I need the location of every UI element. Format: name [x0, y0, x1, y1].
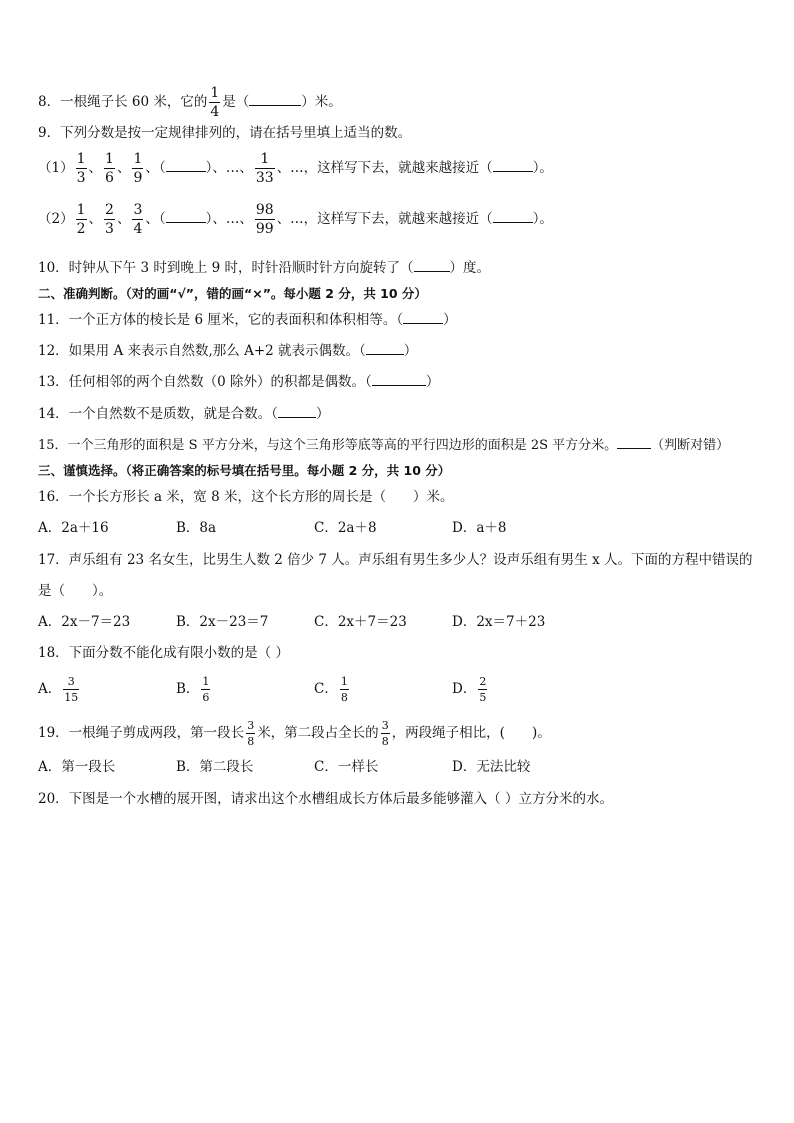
question-15: 15．一个三角形的面积是 S 平方分米，与这个三角形等底等高的平行四边形的面积是 2S 平方分米。 （判断对错） [38, 435, 774, 456]
question-9-part-1: （1） $\frac{1}{3}$ 、 $\frac{1}{6}$ 、 $\frac{1}{9}$ 、（ ）、…、 $\frac{1}{33}$ 、…，这样写下去，就越来越接近（ ）。 [38, 151, 553, 186]
q16-option-c[interactable]: C．2a＋8 [314, 520, 377, 536]
question-10: 10．时钟从下午 3 时到晚上 9 时，时针沿顺时针方向旋转了（ ）度。 [38, 260, 491, 276]
question-17-line-1: 17．声乐组有 23 名女生，比男生人数 2 倍少 7 人。声乐组有男生多少人？设声乐组有男生 x 人。下面的方程中错误的 [38, 552, 753, 568]
q19-option-d[interactable]: D．无法比较 [452, 759, 531, 775]
answer-blank[interactable] [493, 158, 533, 172]
question-16: 16．一个长方形长 a 米，宽 8 米，这个长方形的周长是（ ）米。 [38, 489, 454, 505]
answer-blank[interactable] [249, 92, 301, 106]
q16-option-b[interactable]: B．8a [176, 520, 217, 536]
q17-option-b[interactable]: B．2x－23＝7 [176, 614, 269, 630]
section-3-heading: 三、谨慎选择。（将正确答案的标号填在括号里。每小题 2 分，共 10 分） [38, 463, 451, 478]
question-11: 11．一个正方体的棱长是 6 厘米，它的表面积和体积相等。（ ） [38, 312, 457, 328]
question-12: 12．如果用 A 来表示自然数,那么 A+2 就表示偶数。（ ） [38, 343, 418, 359]
q18-option-a[interactable]: A． $\frac{3}{15}$ [38, 675, 79, 704]
q8-fraction: $\frac{1}{4}$ [210, 85, 220, 120]
question-14: 14．一个自然数不是质数，就是合数。（ ） [38, 406, 330, 422]
answer-blank[interactable] [414, 258, 450, 272]
question-17-line-2: 是（ ）。 [38, 583, 113, 599]
question-8: 8．一根绳子长 60 米，它的 $\frac{1}{4}$ 是（ ）米。 [38, 85, 342, 120]
q17-option-a[interactable]: A．2x－7＝23 [38, 614, 131, 630]
q17-option-c[interactable]: C．2x＋7＝23 [314, 614, 407, 630]
answer-blank[interactable] [617, 435, 651, 449]
question-20: 20．下图是一个水槽的展开图，请求出这个水槽组成长方体后最多能够灌入（ ）立方分米的水。 [38, 791, 613, 807]
answer-blank[interactable] [403, 310, 443, 324]
q16-option-d[interactable]: D．a＋8 [452, 520, 507, 536]
q19-option-a[interactable]: A．第一段长 [38, 759, 116, 775]
answer-blank[interactable] [493, 209, 533, 223]
q18-option-b[interactable]: B． $\frac{1}{6}$ [176, 675, 210, 704]
answer-blank[interactable] [166, 209, 206, 223]
section-2-heading: 二、准确判断。（对的画“√”，错的画“×”。每小题 2 分，共 10 分） [38, 286, 427, 301]
q18-option-d[interactable]: D． $\frac{2}{5}$ [452, 675, 487, 704]
answer-blank[interactable] [278, 404, 316, 418]
answer-blank[interactable] [166, 158, 206, 172]
question-19: 19．一根绳子剪成两段，第一段长 $\frac{3}{8}$ 米，第二段占全长的 $\frac{3}{8}$ ，两段绳子相比，( )。 [38, 719, 551, 748]
answer-blank[interactable] [366, 341, 404, 355]
question-13: 13．任何相邻的两个自然数（0 除外）的积都是偶数。（ ） [38, 374, 440, 390]
question-9-stem: 9．下列分数是按一定规律排列的，请在括号里填上适当的数。 [38, 125, 412, 141]
q19-option-b[interactable]: B．第二段长 [176, 759, 254, 775]
answer-blank[interactable] [372, 372, 426, 386]
q16-option-a[interactable]: A．2a＋16 [38, 520, 109, 536]
q18-option-c[interactable]: C． $\frac{1}{8}$ [314, 675, 348, 704]
q19-option-c[interactable]: C．一样长 [314, 759, 379, 775]
question-18: 18．下面分数不能化成有限小数的是（ ） [38, 645, 289, 661]
q17-option-d[interactable]: D．2x＝7＋23 [452, 614, 546, 630]
q8-text: 8．一根绳子长 60 米，它的 [38, 94, 208, 110]
question-9-part-2: （2） $\frac{1}{2}$ 、 $\frac{2}{3}$ 、 $\frac{3}{4}$ 、（ ）、…、 $\frac{98}{99}$ 、…，这样写下去，就越来越接近（ ）。 [38, 202, 553, 237]
